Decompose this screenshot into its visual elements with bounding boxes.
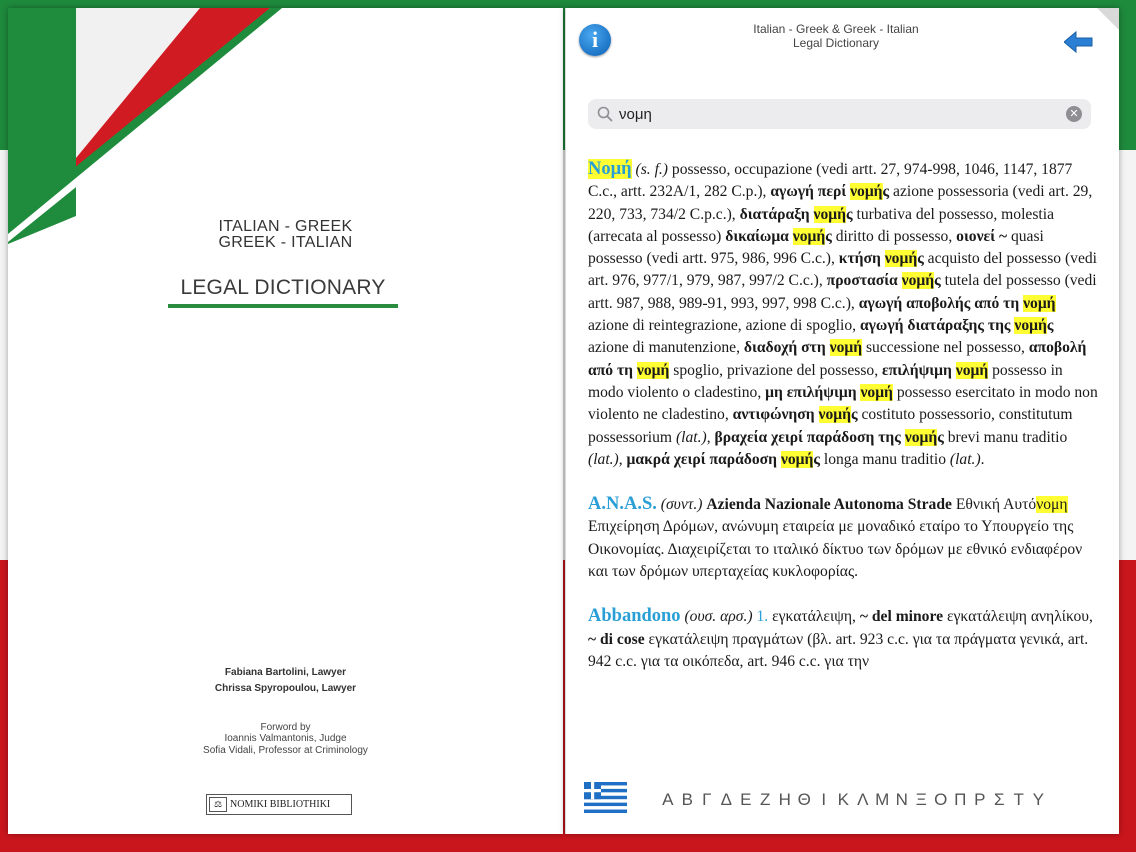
greek-flag-icon[interactable] — [584, 782, 627, 813]
alphabet-letter[interactable]: Υ — [1032, 790, 1044, 809]
publisher-name: NOMIKI BIBLIOTHIKI — [230, 799, 331, 810]
app-title-line-1: Italian - Greek & Greek - Italian — [753, 22, 919, 36]
alphabet-letter[interactable]: Β — [681, 790, 693, 809]
info-button[interactable] — [579, 24, 611, 56]
alphabet-letter[interactable]: Λ — [857, 790, 869, 809]
alphabet-letter[interactable]: Ο — [934, 790, 948, 809]
alphabet-index-bar — [566, 776, 1119, 834]
info-icon: i — [591, 27, 599, 52]
alphabet-letter[interactable]: Π — [954, 790, 967, 809]
italian-flag-ribbon-graphic — [8, 8, 563, 248]
app-title-line-2: Legal Dictionary — [792, 36, 880, 50]
cover-subtitle-greek-italian: GREEK - ITALIAN — [218, 234, 353, 251]
search-icon — [597, 106, 613, 122]
page-curl[interactable] — [1097, 8, 1119, 30]
clear-icon[interactable]: ✕ — [1066, 106, 1082, 122]
search-bar[interactable] — [588, 99, 1091, 129]
alphabet-letter[interactable]: Ν — [895, 790, 908, 809]
back-arrow-icon[interactable] — [1064, 30, 1094, 54]
alphabet-letter[interactable]: Ε — [740, 790, 752, 809]
cover-title-underline — [168, 304, 398, 308]
entry-headword: Abbandono — [588, 606, 681, 627]
foreword-name-2: Sofia Vidali, Professor at Criminology — [203, 745, 368, 756]
alphabet-letter[interactable]: Τ — [1013, 790, 1024, 809]
author-1: Fabiana Bartolini, Lawyer — [224, 667, 347, 678]
alphabet-letter[interactable]: Θ — [797, 790, 811, 809]
alphabet-letter[interactable]: Δ — [720, 790, 732, 809]
foreword-name-1: Ioannis Valmantonis, Judge — [224, 733, 347, 744]
alphabet-letter[interactable]: Μ — [875, 790, 890, 809]
entry-anas: A.N.A.S. (συντ.) Azienda Nazionale Autonoma Strade Εθνική Αυτόνομη Επιχείρηση Δρόμων, ανώνυμη εταιρεία με μοναδικό εταίρο το Υπουργείο της Οικονομίας. Διαχειρίζεται το ιταλικό δίκτυο των δρόμων με εθνικό ενδιαφέρον και των δρόμων υπερταχείας κυκλοφορίας. — [588, 494, 1083, 581]
alphabet-letter[interactable]: Α — [662, 790, 674, 809]
dictionary-page — [565, 8, 1119, 834]
entry-headword: A.N.A.S. — [588, 494, 657, 515]
publisher-logo — [206, 794, 352, 815]
foreword-label: Forword by — [260, 722, 311, 733]
entry-abbandono: Abbandono (ουσ. αρσ.) 1. εγκατάλειψη, ~ del minore εγκατάλειψη ανηλίκου, ~ di cose εγκατάλειψη πραγμάτων (βλ. art. 923 c.c. για τα πράγματα γενικά, art. 942 c.c. για τα οικόπεδα, art. 946 c.c. για την — [588, 606, 1093, 670]
alphabet-letter[interactable]: Ζ — [760, 790, 771, 809]
alphabet-letter[interactable]: Ξ — [915, 790, 927, 809]
author-2: Chrissa Spyropoulou, Lawyer — [214, 683, 357, 694]
alphabet-letter[interactable]: Σ — [993, 790, 1005, 809]
entry-nomi: Νομή (s. f.) possesso, occupazione (vedi artt. 27, 974-998, 1046, 1147, 1877 C.c., artt. 232A/1, 282 C.p.), αγωγή περί νομής azione possessoria (vedi art. 29, 220, 733, 734/2 C.p.c.), διατάραξη νομής turbativa del possesso, molestia (arrecata al possesso) δικαίωμα νομής diritto di possesso, οιονεί ~ quasi possesso (vedi artt. 975, 986, 996 C.c.), κτήση νομής acquisto del possesso (vedi art. 976, 977/1, 979, 987, 997/2 C.c.), προστασία νομής tutela del possesso (vedi artt. 987, 988, 989-91, 993, 997, 998 C.c.), αγωγή αποβολής από τη νομή azione di reintegrazione, azione di spoglio, αγωγή διατάραξης της νομής azione di manutenzione, διαδοχή στη νομή successione nel possesso, αποβολή από τη νομή spoglio, privazione del possesso, επιλήψιμη νομή possesso in modo violento o cladestino, μη επιλήψιμη νομή possesso esercitato in modo non violento ne cladestino, αντιφώνηση νομής costituto possessorio, constitutum possessorium (lat.), βραχεία χειρί παράδοση της νομής brevi manu traditio (lat.), μακρά χειρί παράδοση νομής longa manu traditio (lat.). — [588, 159, 1098, 468]
alphabet-index — [658, 790, 1108, 810]
dictionary-entries[interactable] — [588, 158, 1098, 760]
alphabet-letter[interactable]: Γ — [702, 790, 712, 809]
cover-subtitle-italian-greek: ITALIAN - GREEK — [218, 218, 353, 235]
cover-title: LEGAL DICTIONARY — [180, 276, 386, 299]
alphabet-letter[interactable]: Ρ — [974, 790, 986, 809]
alphabet-letter[interactable]: Κ — [837, 790, 849, 809]
entry-headword: Νομή — [588, 159, 632, 179]
search-input[interactable] — [619, 106, 1066, 123]
alphabet-letter[interactable]: Ι — [821, 790, 827, 809]
book-cover — [8, 8, 563, 834]
alphabet-letter[interactable]: Η — [778, 790, 791, 809]
publisher-emblem-icon: ⚖ — [209, 797, 227, 812]
